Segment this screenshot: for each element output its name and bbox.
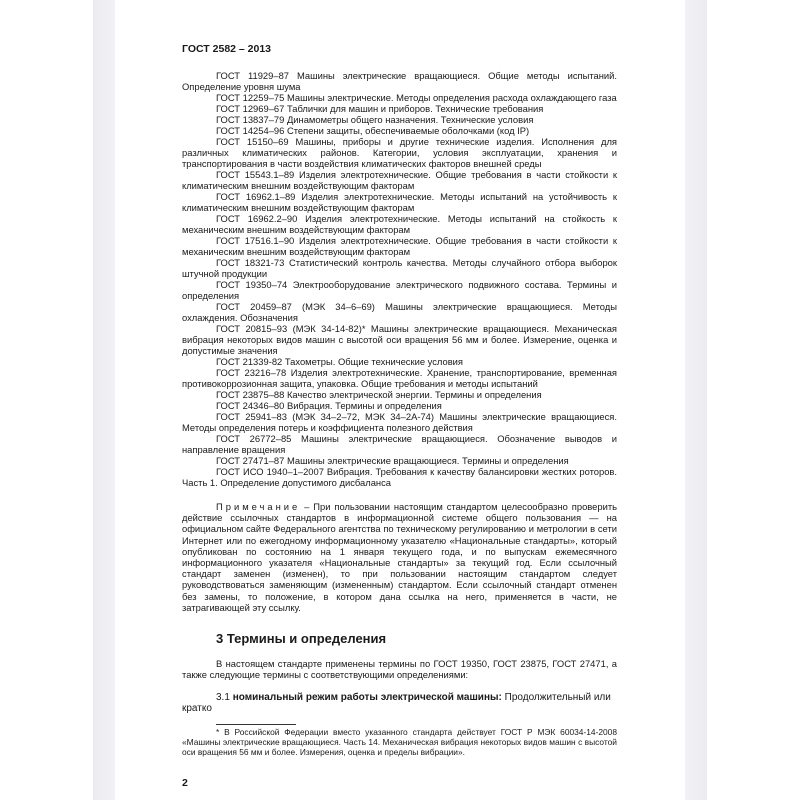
term-name: номинальный режим работы электрической машины: (232, 692, 502, 704)
term-definition (182, 692, 617, 714)
section-intro: В настоящем стандарте применены термины по ГОСТ 19350, ГОСТ 23875, ГОСТ 27471, а также следующие термины с соответствующими определениями: (182, 658, 617, 681)
term-number: 3.1 (216, 692, 233, 704)
reference-item: ГОСТ 20459–87 (МЭК 34–6–69) Машины электрические вращающиеся. Методы охлаждения. Обозначения (182, 301, 617, 323)
reference-item: ГОСТ 25941–83 (МЭК 34–2–72, МЭК 34–2А-74) Машины электрические вращающиеся. Методы определения потерь и коэффициента полезного действия (182, 411, 617, 433)
viewer-left-gutter (93, 0, 115, 800)
footnote-separator (216, 724, 296, 726)
note-label: Примечание (216, 501, 301, 512)
reference-item: ГОСТ 15543.1–89 Изделия электротехнические. Общие требования в части стойкости к климатическим внешним воздействующим факторам (182, 169, 617, 191)
viewer-right-gutter (685, 0, 707, 800)
reference-item: ГОСТ 20815–93 (МЭК 34-14-82)* Машины электрические вращающиеся. Механическая вибрация некоторых видов машин с высотой оси вращения 56 мм и более. Измерение, оценка и допустимые значения (182, 323, 617, 356)
reference-item: ГОСТ 16962.2–90 Изделия электротехнические. Методы испытаний на стойкость к механическим внешним воздействующим факторам (182, 213, 617, 235)
reference-item: ГОСТ 15150–69 Машины, приборы и другие технические изделия. Исполнения для различных климатических районов. Категории, условия эксплуатации, хранения и транспортирования в части воздействия климатических факторов внешней среды (182, 136, 617, 169)
reference-item: ГОСТ 12259–75 Машины электрические. Методы определения расхода охлаждающего газа (216, 92, 617, 103)
document-page (115, 0, 685, 800)
footnote: * В Российской Федерации вместо указанного стандарта действует ГОСТ Р МЭК 60034-14-2008 «Машины электрические вращающиеся. Часть 14. Механическая вибрация некоторых видов машин с высотой оси вращения 56 мм и более. Измерения, оценка и пределы вибрации». (182, 727, 617, 758)
reference-item: ГОСТ 19350–74 Электрооборудование электрического подвижного состава. Термины и определения (182, 279, 617, 301)
reference-item: ГОСТ 21339-82 Тахометры. Общие технические условия (216, 356, 463, 367)
reference-item: ГОСТ 26772–85 Машины электрические вращающиеся. Обозначение выводов и направление вращения (182, 433, 617, 455)
page-content (182, 44, 617, 789)
reference-item: ГОСТ 24346–80 Вибрация. Термины и определения (216, 400, 442, 411)
reference-item: ГОСТ 16962.1–89 Изделия электротехнические. Методы испытаний на устойчивость к климатическим внешним воздействующим факторам (182, 191, 617, 213)
reference-item: ГОСТ 23216–78 Изделия электротехнические. Хранение, транспортирование, временная противокоррозионная защита, упаковка. Общие требования и методы испытаний (182, 367, 617, 389)
note-paragraph (182, 501, 617, 613)
reference-item: ГОСТ 27471–87 Машины электрические вращающиеся. Термины и определения (216, 455, 569, 466)
reference-list (182, 70, 617, 488)
term-text: Продолжительный или кратко (182, 692, 611, 715)
note-text: – При пользовании настоящим стандартом целесообразно проверить действие ссылочных стандартов в информационной системе общего пользования — на официальном сайте Федерального агентства по техническому регулированию и метрологии в сети Интернет или по ежегодному информационному указателю «Национальные стандарты», который опубликован по состоянию на 1 января текущего года, и по выпускам ежемесячного информационного указателя «Национальные стандарты» за текущий год. Если ссылочный стандарт заменен (изменен), то при пользовании настоящим стандартом следует руководствоваться заменяющим (измененным) стандартом. Если ссылочный стандарт отменен без замены, то положение, в котором дана ссылка на него, применяется в части, не затрагивающей эту ссылку. (182, 501, 617, 613)
reference-item: ГОСТ 13837–79 Динамометры общего назначения. Технические условия (216, 114, 534, 125)
reference-item: ГОСТ 14254–96 Степени защиты, обеспечиваемые оболочками (код IP) (216, 125, 530, 136)
reference-item: ГОСТ 12969–67 Таблички для машин и приборов. Технические требования (216, 103, 544, 114)
reference-item: ГОСТ 18321-73 Статистический контроль качества. Методы случайного отбора выборок штучной продукции (182, 257, 617, 279)
document-header: ГОСТ 2582 – 2013 (182, 43, 272, 55)
section-title: 3 Термины и определения (216, 631, 387, 647)
reference-item: ГОСТ 23875–88 Качество электрической энергии. Термины и определения (216, 389, 542, 400)
reference-item: ГОСТ ИСО 1940–1–2007 Вибрация. Требования к качеству балансировки жестких роторов. Часть 1. Определение допустимого дисбаланса (182, 466, 617, 488)
reference-item: ГОСТ 17516.1–90 Изделия электротехнические. Общие требования в части стойкости к механическим внешним воздействующим факторам (182, 235, 617, 257)
reference-item: ГОСТ 11929–87 Машины электрические вращающиеся. Общие методы испытаний. Определение уровня шума (182, 70, 617, 92)
page-number: 2 (182, 777, 188, 790)
